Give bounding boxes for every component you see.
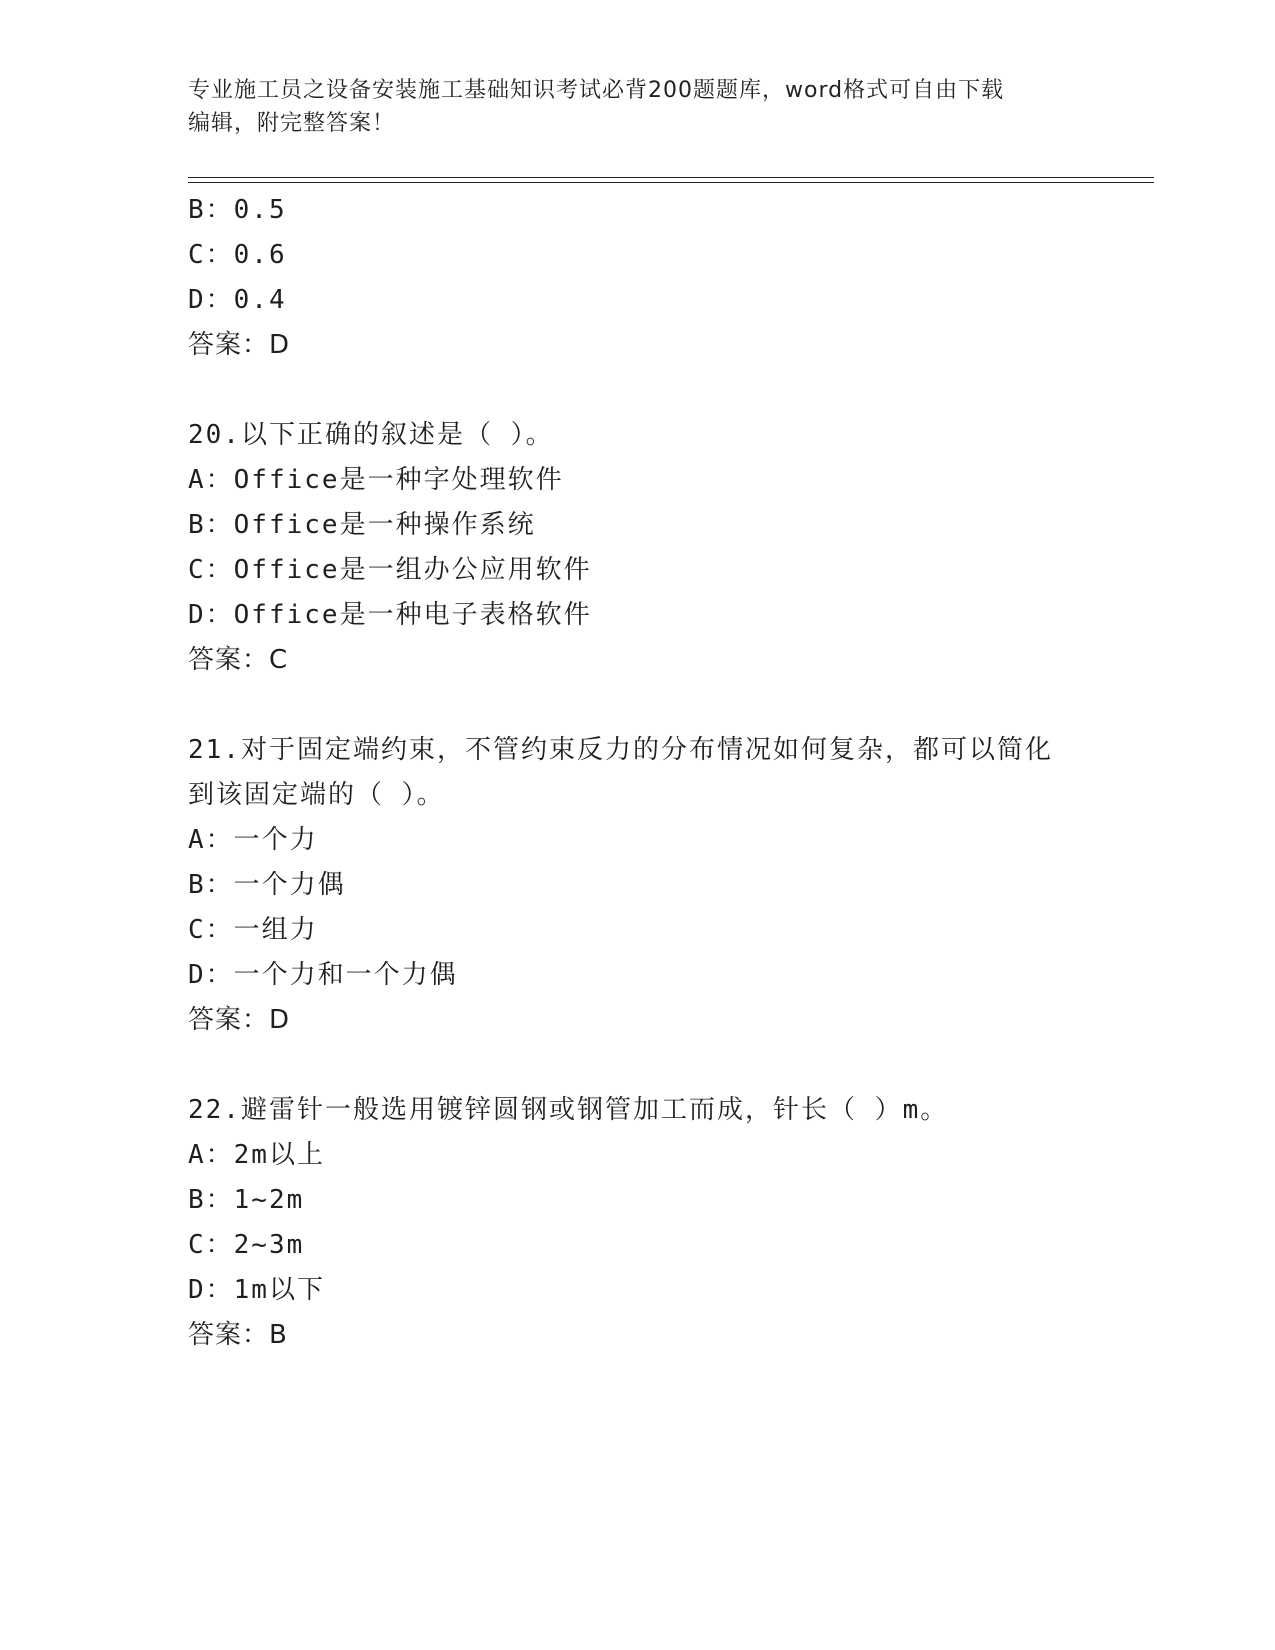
q21-option-c: C：一组力 <box>188 915 318 945</box>
q22-option-d: D：1m以下 <box>188 1275 325 1305</box>
header-title-line2: 编辑，附完整答案！ <box>188 111 396 136</box>
q21-answer: 答案：D <box>188 1005 291 1035</box>
q20-option-a: A：Office是一种字处理软件 <box>188 465 564 495</box>
header-title-line1: 专业施工员之设备安装施工基础知识考试必背200题题库，word格式可自由下载 <box>188 78 1005 103</box>
q19-option-d: D：0.4 <box>188 285 287 315</box>
q22-option-a: A：2m以上 <box>188 1140 325 1170</box>
q19-answer: 答案：D <box>188 330 291 360</box>
header-rule-top <box>188 177 1154 178</box>
q20-option-d: D：Office是一种电子表格软件 <box>188 600 592 630</box>
q21-question-line2: 到该固定端的（ ）。 <box>188 780 445 810</box>
header-rule-bottom <box>188 182 1154 183</box>
q21-question-line1: 21.对于固定端约束，不管约束反力的分布情况如何复杂，都可以简化 <box>188 735 1053 765</box>
q21-option-d: D：一个力和一个力偶 <box>188 960 458 990</box>
q22-option-b: B：1~2m <box>188 1185 305 1215</box>
document-header <box>188 74 1088 140</box>
q19-option-c: C：0.6 <box>188 240 287 270</box>
q22-question: 22.避雷针一般选用镀锌圆钢或钢管加工而成，针长（ ）m。 <box>188 1095 949 1125</box>
q21-option-a: A：一个力 <box>188 825 318 855</box>
q22-option-c: C：2~3m <box>188 1230 305 1260</box>
q20-option-b: B：Office是一种操作系统 <box>188 510 536 540</box>
q20-answer: 答案：C <box>188 645 289 675</box>
q20-option-c: C：Office是一组办公应用软件 <box>188 555 592 585</box>
q20-question: 20.以下正确的叙述是（ ）。 <box>188 420 554 450</box>
q21-option-b: B：一个力偶 <box>188 870 346 900</box>
q22-answer: 答案：B <box>188 1320 288 1350</box>
q19-option-b: B：0.5 <box>188 195 287 225</box>
